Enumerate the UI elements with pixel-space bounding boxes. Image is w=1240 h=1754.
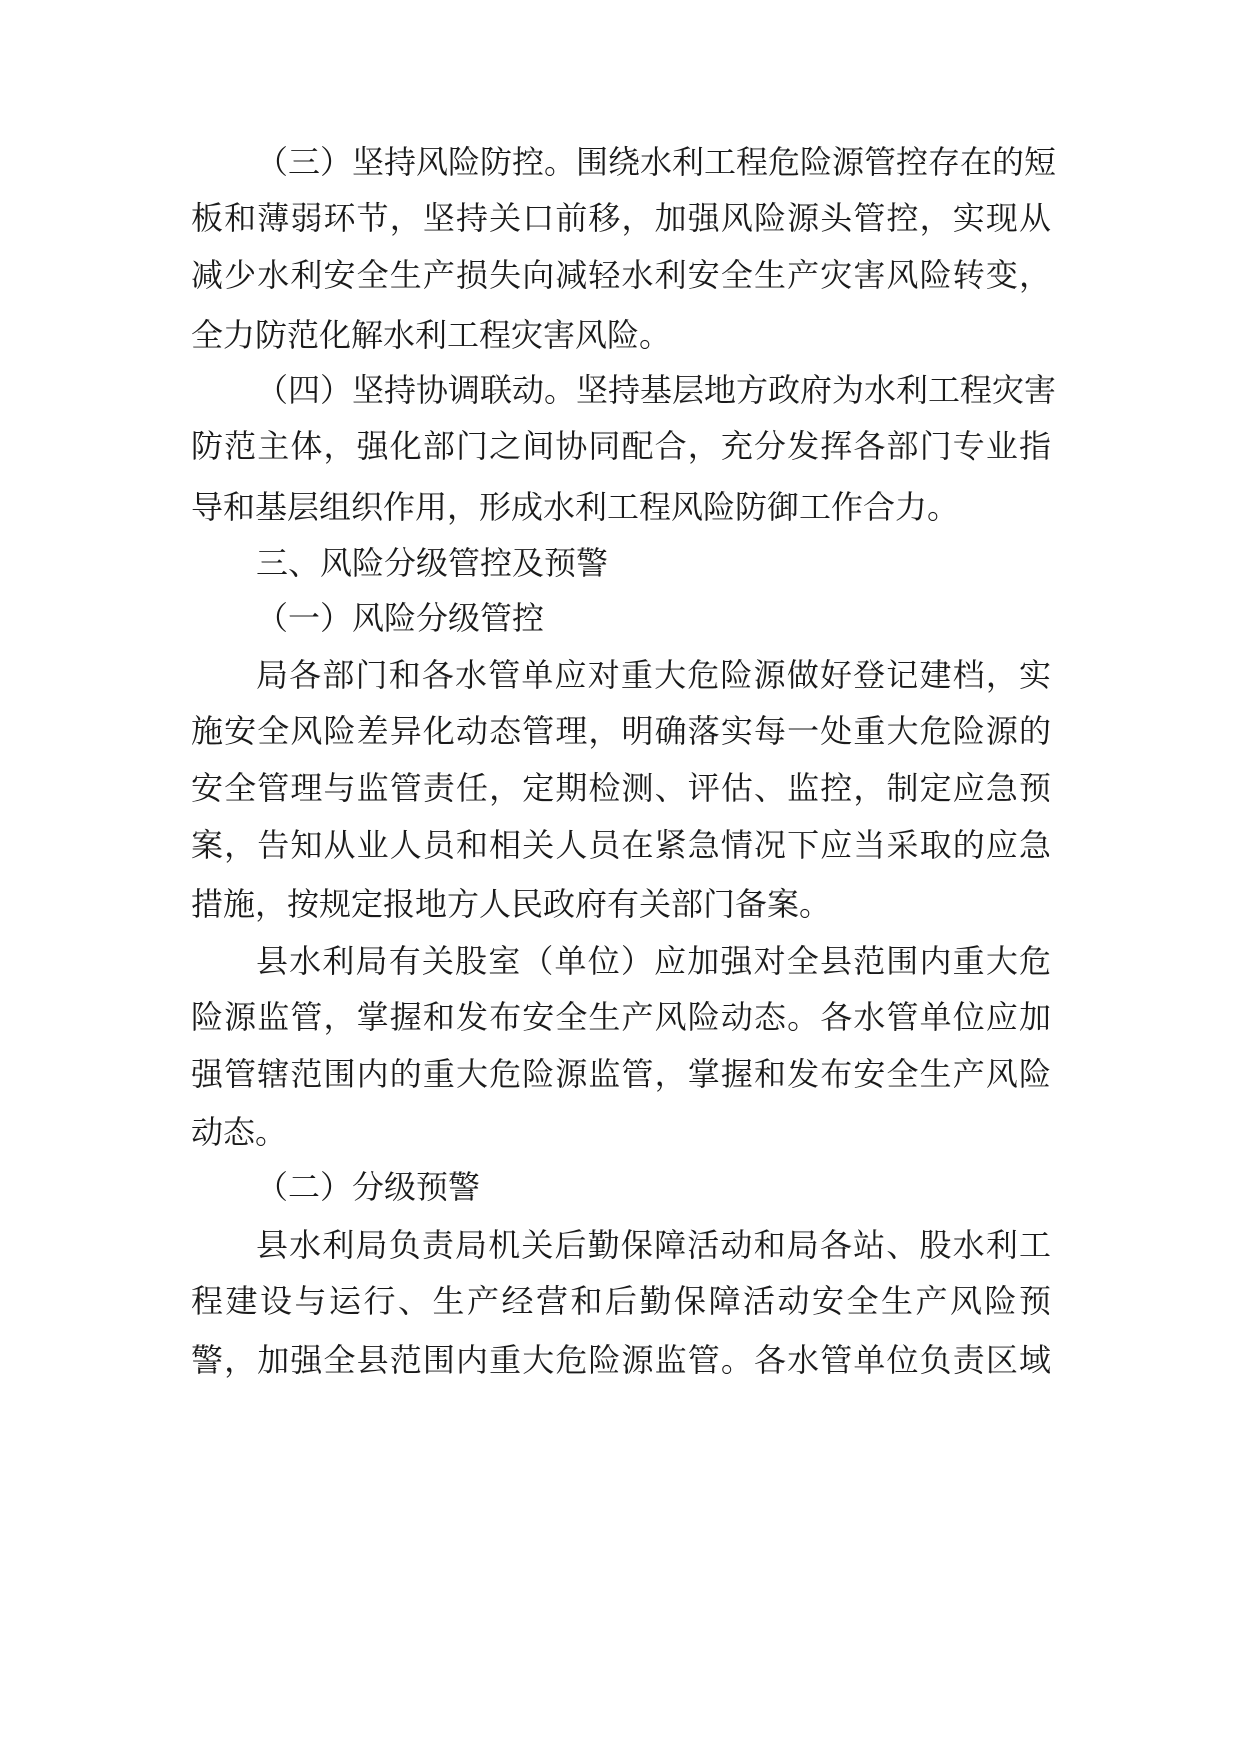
paragraph-line: 防范主体，强化部门之间协同配合，充分发挥各部门专业指 [191, 427, 1051, 465]
paragraph-line: 安全管理与监管责任，定期检测、评估、监控，制定应急预 [191, 769, 1051, 807]
subsection-heading: （二）分级预警 [256, 1168, 481, 1206]
paragraph-line: 板和薄弱环节，坚持关口前移，加强风险源头管控，实现从 [191, 199, 1051, 237]
paragraph-line: （四）坚持协调联动。坚持基层地方政府为水利工程灾害 [256, 371, 1057, 409]
subsection-heading: （一）风险分级管控 [256, 599, 545, 637]
paragraph-line: 局各部门和各水管单应对重大危险源做好登记建档，实 [256, 656, 1051, 694]
paragraph-line: 动态。 [191, 1113, 288, 1151]
paragraph-line: 减少水利安全生产损失向减轻水利安全生产灾害风险转变， [191, 256, 1051, 294]
paragraph-line: 案，告知从业人员和相关人员在紧急情况下应当采取的应急 [191, 826, 1051, 864]
paragraph-line: 全力防范化解水利工程灾害风险。 [191, 316, 672, 354]
paragraph-line: 程建设与运行、生产经营和后勤保障活动安全生产风险预 [191, 1282, 1051, 1320]
paragraph-line: 导和基层组织作用，形成水利工程风险防御工作合力。 [191, 488, 960, 526]
paragraph-line: 险源监管，掌握和发布安全生产风险动态。各水管单位应加 [191, 998, 1051, 1036]
paragraph-line: 强管辖范围内的重大危险源监管，掌握和发布安全生产风险 [191, 1055, 1051, 1093]
paragraph-line: 措施，按规定报地方人民政府有关部门备案。 [191, 885, 832, 923]
paragraph-line: 警，加强全县范围内重大危险源监管。各水管单位负责区域 [191, 1341, 1051, 1379]
paragraph-line: 县水利局有关股室（单位）应加强对全县范围内重大危 [256, 942, 1051, 980]
paragraph-line: （三）坚持风险防控。围绕水利工程危险源管控存在的短 [256, 143, 1057, 181]
paragraph-line: 施安全风险差异化动态管理，明确落实每一处重大危险源的 [191, 712, 1051, 750]
section-heading: 三、风险分级管控及预警 [256, 544, 609, 582]
paragraph-line: 县水利局负责局机关后勤保障活动和局各站、股水利工 [256, 1226, 1051, 1264]
